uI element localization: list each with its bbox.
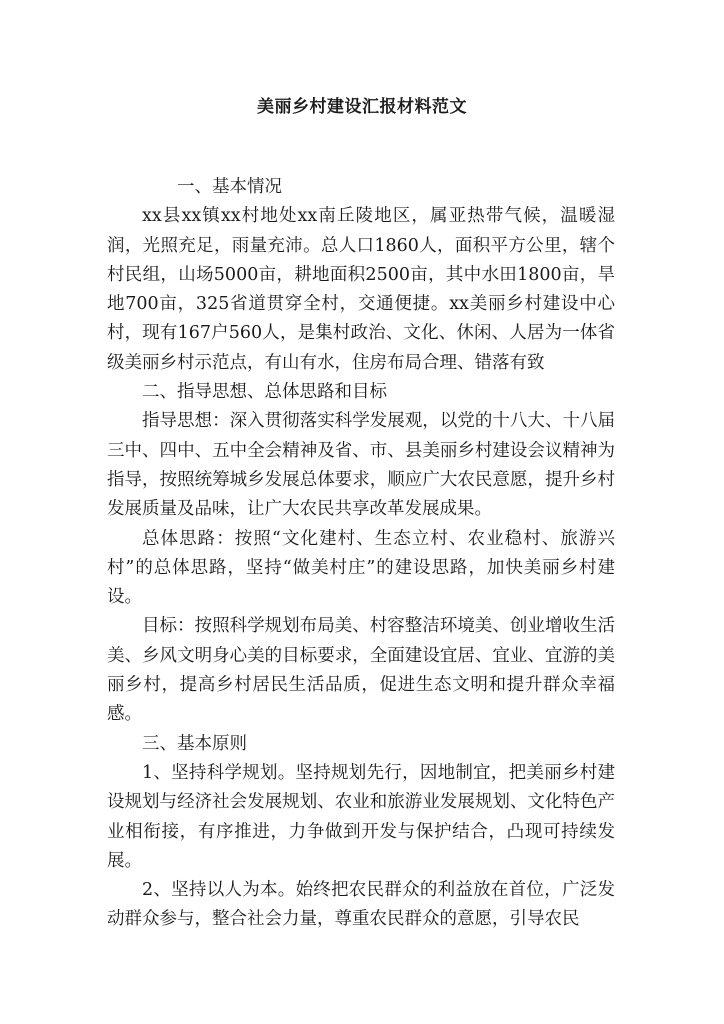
- paragraph-guiding-ideology: 指导思想：深入贯彻落实科学发展观，以党的十八大、十八届三中、四中、五中全会精神及省、市、县美丽乡村建设会议精神为指导，按照统筹城乡发展总体要求，顺应广大农民意愿，提升乡村发展质量及品味，让广大农民共享改革发展成果。: [107, 411, 615, 520]
- paragraph-goals: 目标：按照科学规划布局美、村容整洁环境美、创业增收生活美、乡风文明身心美的目标要求，全面建设宜居、宜业、宜游的美丽乡村，提高乡村居民生活品质，促进生态文明和提升群众幸福感。: [107, 616, 615, 725]
- section-heading-basic-situation: 一、基本情况: [177, 177, 282, 197]
- document-body: [107, 173, 615, 935]
- paragraph-basic-situation: xx县xx镇xx村地处xx南丘陵地区，属亚热带气候，温暖湿润，光照充足，雨量充沛。总人口1860人，面积平方公里，辖个村民组，山场5000亩，耕地面积2500亩，其中水田1800亩，旱地700亩，325省道贯穿全村，交通便捷。xx美丽乡村建设中心村，现有167户560人，是集村政治、文化、休闲、人居为一体省级美丽乡村示范点，有山有水，住房布局合理、错落有致: [107, 206, 615, 373]
- section-heading-basic-principles: 三、基本原则: [142, 733, 247, 754]
- paragraph-principle-people-oriented: 2、坚持以人为本。始终把农民群众的利益放在首位，广泛发动群众参与，整合社会力量，尊重农民群众的意愿，引导农民: [107, 880, 615, 930]
- paragraph-principle-planning: 1、坚持科学规划。坚持规划先行，因地制宜，把美丽乡村建设规划与经济社会发展规划、农业和旅游业发展规划、文化特色产业相衔接，有序推进，力争做到开发与保护结合，凸现可持续发展。: [107, 762, 615, 871]
- paragraph-overall-approach: 总体思路：按照“文化建村、生态立村、农业稳村、旅游兴村”的总体思路，坚持“做美村庄”的建设思路，加快美丽乡村建设。: [107, 528, 615, 608]
- section-heading-guiding-ideology: 二、指导思想、总体思路和目标: [142, 382, 387, 403]
- page-title: 美丽乡村建设汇报材料范文: [257, 97, 467, 117]
